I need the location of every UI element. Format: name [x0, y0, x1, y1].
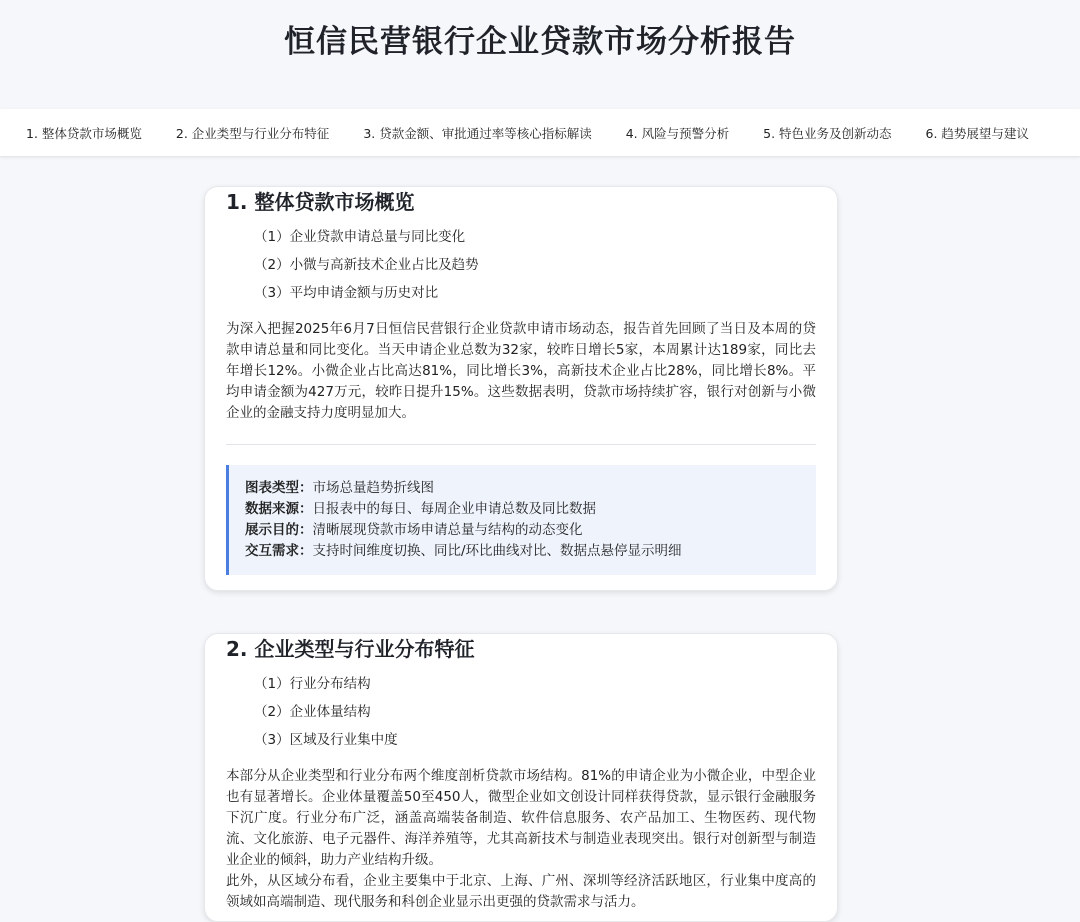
section-title: 1. 整体贷款市场概览 [226, 190, 415, 214]
info-value: 清晰展现贷款市场申请总量与结构的动态变化 [312, 522, 583, 538]
page-title: 恒信民营银行企业贷款市场分析报告 [284, 24, 796, 60]
section-card-industry [204, 633, 838, 922]
section-card-overview [204, 186, 838, 591]
nav-item-outlook[interactable]: 6. 趋势展望与建议 [925, 125, 1029, 141]
info-key: 展示目的： [245, 522, 313, 538]
subtopic-list [226, 223, 816, 307]
chart-info-box [226, 465, 816, 575]
nav-item-innovation[interactable]: 5. 特色业务及创新动态 [763, 125, 892, 141]
info-value: 日报表中的每日、每周企业申请总数及同比数据 [312, 501, 596, 517]
info-value: 市场总量趋势折线图 [312, 480, 434, 496]
info-row-purpose [245, 520, 800, 541]
subtopic-item: （3）平均申请金额与历史对比 [254, 285, 439, 301]
info-row-chart-type [245, 478, 800, 499]
subtopic-item: （3）区域及行业集中度 [254, 732, 398, 748]
subtopic-item: （2）小微与高新技术企业占比及趋势 [254, 257, 479, 273]
nav-item-industry[interactable]: 2. 企业类型与行业分布特征 [175, 125, 330, 141]
report-content [204, 186, 838, 922]
info-key: 数据来源： [245, 501, 313, 517]
section-nav [0, 109, 1080, 157]
info-row-interaction [245, 541, 800, 562]
info-value: 支持时间维度切换、同比/环比曲线对比、数据点悬停显示明细 [312, 543, 682, 559]
subtopic-list [226, 670, 816, 754]
info-row-data-source [245, 499, 800, 520]
nav-item-metrics[interactable]: 3. 贷款金额、审批通过率等核心指标解读 [363, 125, 592, 141]
info-key: 交互需求： [245, 543, 313, 559]
subtopic-item: （1）企业贷款申请总量与同比变化 [254, 229, 466, 245]
info-key: 图表类型： [245, 480, 313, 496]
section-title: 2. 企业类型与行业分布特征 [226, 637, 475, 661]
subtopic-item: （2）企业体量结构 [254, 704, 371, 720]
divider [226, 444, 816, 445]
nav-item-risk[interactable]: 4. 风险与预警分析 [625, 125, 730, 141]
section-paragraph: 为深入把握2025年6月7日恒信民营银行企业贷款申请市场动态，报告首先回顾了当日及本周的贷款申请总量和同比变化。当天申请企业总数为32家，较昨日增长5家，本周累计达189家，同比去年增长12%。小微企业占比高达81%，同比增长3%，高新技术企业占比28%，同比增长8%。平均申请金额为427万元，较昨日提升15%。这些数据表明，贷款市场持续扩容，银行对创新与小微企业的金融支持力度明显加大。 [226, 321, 816, 421]
page-header [0, 0, 1080, 109]
section-paragraph: 本部分从企业类型和行业分布两个维度剖析贷款市场结构。81%的申请企业为小微企业，中型企业也有显著增长。企业体量覆盖50至450人，微型企业如文创设计同样获得贷款，显示银行金融服务下沉广度。行业分布广泛，涵盖高端装备制造、软件信息服务、农产品加工、生物医药、现代物流、文化旅游、电子元器件、海洋养殖等，尤其高新技术与制造业表现突出。银行对创新型与制造业企业的倾斜，助力产业结构升级。 [226, 768, 816, 868]
section-paragraph: 此外，从区域分布看，企业主要集中于北京、上海、广州、深圳等经济活跃地区，行业集中度高的领域如高端制造、现代服务和科创企业显示出更强的贷款需求与活力。 [226, 873, 816, 910]
subtopic-item: （1）行业分布结构 [254, 676, 371, 692]
nav-item-overview[interactable]: 1. 整体贷款市场概览 [26, 125, 142, 141]
